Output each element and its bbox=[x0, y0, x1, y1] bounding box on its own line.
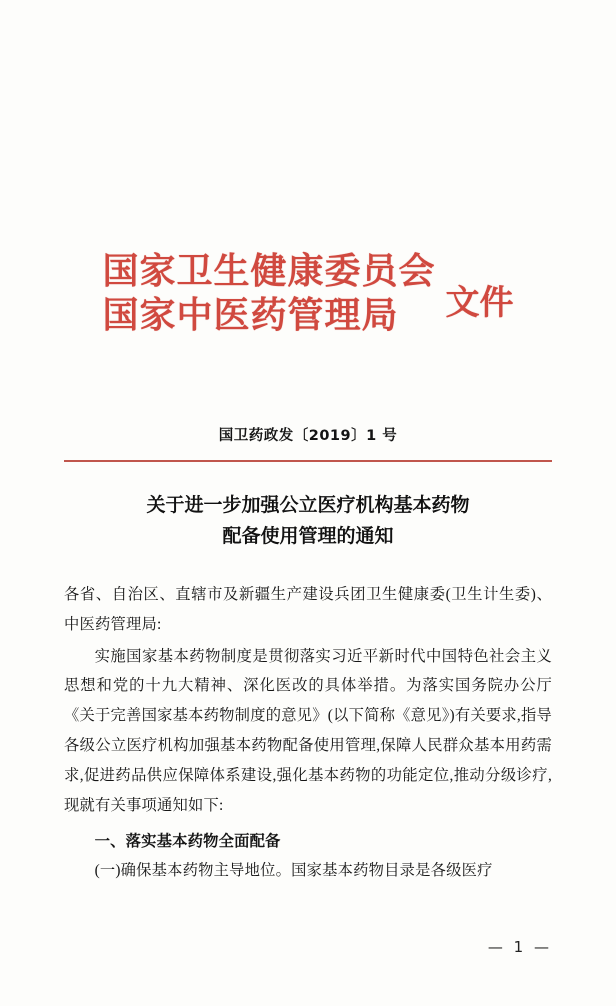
red-divider-rule bbox=[64, 460, 552, 462]
title-line-2: 配备使用管理的通知 bbox=[222, 525, 394, 548]
document-body bbox=[64, 580, 552, 886]
masthead-suffix: 文件 bbox=[445, 283, 514, 324]
masthead-inner bbox=[64, 250, 552, 338]
body-addressee: 各省、自治区、直辖市及新疆生产建设兵团卫生健康委(卫生计生委)、中医药管理局: bbox=[64, 586, 552, 633]
document-number: 国卫药政发〔2019〕1 号 bbox=[218, 428, 398, 444]
body-paragraph-1: 实施国家基本药物制度是贯彻落实习近平新时代中国特色社会主义思想和党的十九大精神、深化医改的具体举措。为落实国务院办公厅《关于完善国家基本药物制度的意见》(以下简称《意见》)有关要求,指导各级公立医疗机构加强基本药物配备使用管理,保障人民群众基本用药需求,促进药品供应保障体系建设,强化基本药物的功能定位,推动分级诊疗,现就有关事项通知如下: bbox=[64, 647, 552, 814]
title-line-1: 关于进一步加强公立医疗机构基本药物 bbox=[146, 494, 470, 516]
page-number: — 1 — bbox=[487, 938, 552, 956]
masthead-line-1: 国家卫生健康委员会 bbox=[102, 251, 436, 292]
masthead bbox=[0, 250, 616, 338]
body-section-1-item-1: (一)确保基本药物主导地位。国家基本药物目录是各级医疗 bbox=[94, 862, 493, 880]
masthead-line-2: 国家中医药管理局 bbox=[102, 294, 399, 336]
page-title bbox=[72, 490, 544, 553]
masthead-agency-lines bbox=[102, 250, 435, 338]
body-section-1-heading: 一、落实基本药物全面配备 bbox=[94, 831, 281, 850]
